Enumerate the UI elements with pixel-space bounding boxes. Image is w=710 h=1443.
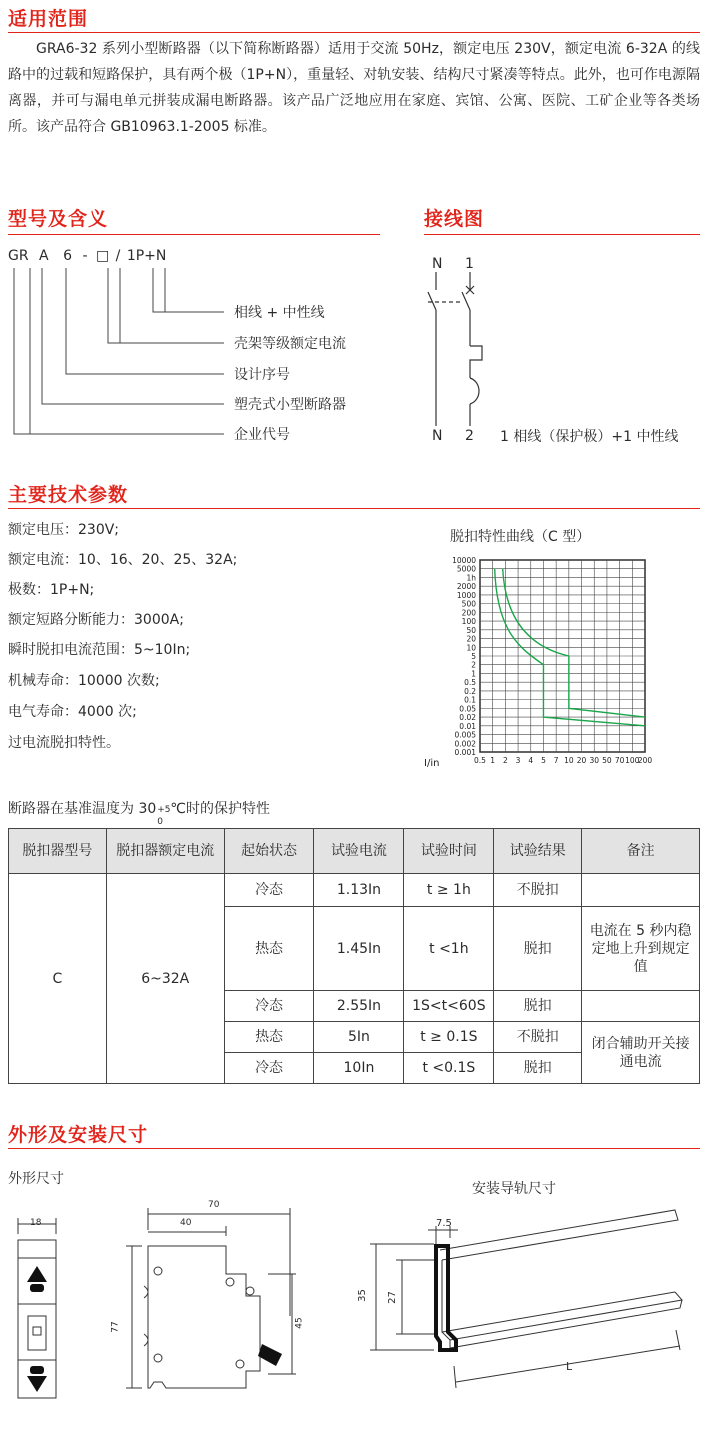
table-header: 试验时间 (404, 829, 494, 874)
cell-result: 不脱扣 (494, 1022, 582, 1053)
code-part: A (39, 248, 49, 264)
dim-height: 77 (110, 1321, 121, 1333)
model-meaning: 塑壳式小型断路器 (234, 397, 346, 413)
caption-tail: ℃时的保护特性 (170, 801, 270, 817)
x-tick-label: 10 (564, 756, 574, 765)
cell-current: 1.13In (314, 874, 404, 907)
cell-state: 热态 (224, 907, 314, 991)
table-header: 试验电流 (314, 829, 404, 874)
scope-paragraph: GRA6-32 系列小型断路器（以下简称断路器）适用于交流 50Hz，额定电压 230V，额定电流 6-32A 的线路中的过载和短路保护，具有两个极（1P+N），重量轻、对轨安装、结构尺寸紧凑等特点。此外，也可作电源隔离器，并可与漏电单元拼装成漏电断路器。该产品广泛地应用在家庭、宾馆、公寓、医院、工矿企业等各类场所。该产品符合 GB10963.1-2005 标准。 (8, 41, 700, 135)
dim-45: 45 (294, 1317, 305, 1329)
code-part: 6 (63, 248, 72, 264)
x-tick-label: 50 (602, 756, 612, 765)
side-view-drawing (100, 1196, 310, 1406)
cell-current: 10In (314, 1053, 404, 1084)
spec-item: 瞬时脱扣电流范围：5~10In; (8, 642, 191, 658)
y-tick-label: 0.1 (464, 695, 476, 705)
code-part: GR (8, 248, 29, 264)
code-part: - (82, 248, 88, 264)
model-meaning: 企业代号 (234, 427, 290, 443)
x-tick-label: 1 (490, 756, 496, 765)
section-title-scope: 适用范围 (8, 8, 89, 30)
y-tick-label: 200 (461, 608, 476, 618)
y-tick-label: 20 (466, 634, 476, 644)
cell-remark: 闭合辅助开关接通电流 (582, 1022, 700, 1084)
cell-state: 冷态 (224, 1053, 314, 1084)
cell-type: C (9, 874, 107, 1084)
cell-state: 冷态 (224, 874, 314, 907)
y-tick-label: 1h (466, 573, 476, 583)
table-header: 起始状态 (224, 829, 314, 874)
cell-result: 不脱扣 (494, 874, 582, 907)
section-rule (424, 234, 700, 235)
dim-total: 70 (208, 1200, 220, 1210)
outline-label: 外形尺寸 (8, 1171, 64, 1187)
wiring-bottom-2: 2 (465, 428, 474, 444)
y-tick-label: 0.5 (464, 678, 476, 688)
y-tick-label: 10 (466, 643, 476, 653)
table-header-row (9, 829, 700, 874)
section-rule (8, 508, 700, 509)
cell-rated: 6~32A (106, 874, 224, 1084)
x-tick-label: 100 (625, 756, 640, 765)
x-tick-label: 7 (553, 756, 559, 765)
cell-result: 脱扣 (494, 1053, 582, 1084)
cell-result: 脱扣 (494, 991, 582, 1022)
x-tick-label: 2 (502, 756, 508, 765)
y-tick-label: 0.2 (464, 686, 476, 696)
rail-drawing (350, 1200, 700, 1410)
dim-rail-flange: 7.5 (436, 1218, 452, 1229)
y-tick-label: 2000 (456, 582, 476, 592)
section-rule (8, 234, 380, 235)
cell-state: 热态 (224, 1022, 314, 1053)
y-tick-label: 0.002 (454, 739, 476, 749)
section-title-wiring: 接线图 (424, 208, 485, 230)
dim-rail-length: L (566, 1360, 573, 1373)
cell-current: 2.55In (314, 991, 404, 1022)
y-tick-label: 1000 (456, 590, 476, 600)
caption-text: 断路器在基准温度为 30 (8, 801, 157, 817)
spec-item: 电气寿命：4000 次; (8, 704, 137, 720)
curve-upper (503, 569, 645, 717)
trip-curve-chart (418, 552, 658, 778)
wiring-bottom-n: N (432, 428, 443, 444)
table-header: 试验结果 (494, 829, 582, 874)
section-title-specs: 主要技术参数 (8, 484, 129, 506)
cell-remark: 电流在 5 秒内稳定地上升到规定值 (582, 907, 700, 991)
curve-title: 脱扣特性曲线（C 型） (450, 529, 591, 545)
dim-rail-inner: 27 (386, 1291, 398, 1304)
code-part: / (115, 248, 121, 264)
front-view-drawing (0, 1210, 80, 1410)
spec-item: 额定短路分断能力：3000A; (8, 612, 184, 628)
spec-item: 额定电压：230V; (8, 522, 120, 538)
rail-label: 安装导轨尺寸 (472, 1181, 556, 1197)
cell-time: t <1h (404, 907, 494, 991)
model-leader-lines (0, 262, 380, 447)
table-header: 脱扣器型号 (9, 829, 107, 874)
section-title-model: 型号及含义 (8, 208, 109, 230)
section-rule (8, 1148, 700, 1149)
caption-sup: +5 (157, 805, 171, 815)
x-tick-label: 200 (637, 756, 653, 765)
wiring-top-n: N (432, 256, 443, 272)
y-tick-label: 0.01 (459, 721, 476, 731)
y-tick-label: 0.001 (454, 748, 476, 757)
x-tick-label: 30 (589, 756, 600, 765)
section-rule (8, 32, 700, 33)
model-meaning: 设计序号 (234, 367, 290, 383)
cell-state: 冷态 (224, 991, 314, 1022)
model-meaning: 相线 + 中性线 (234, 305, 325, 321)
x-tick-label: 70 (614, 756, 625, 765)
wiring-caption: 1 相线（保护极）+1 中性线 (500, 429, 679, 445)
section-title-dimensions: 外形及安装尺寸 (8, 1124, 149, 1146)
y-tick-label: 0.02 (459, 713, 476, 723)
spec-item: 极数：1P+N; (8, 582, 95, 598)
spec-item: 额定电流：10、16、20、25、32A; (8, 552, 238, 568)
model-meaning: 壳架等级额定电流 (234, 336, 346, 352)
x-tick-label: 20 (576, 756, 587, 765)
x-tick-label: 4 (528, 756, 534, 765)
y-tick-label: 2 (471, 660, 476, 670)
dim-rail-h: 35 (356, 1289, 368, 1302)
cell-time: t ≥ 1h (404, 874, 494, 907)
cell-time: 1S<t<60S (404, 991, 494, 1022)
x-tick-label: 3 (515, 756, 521, 765)
cell-time: t <0.1S (404, 1053, 494, 1084)
x-tick-label: 0.5 (474, 756, 486, 765)
y-tick-label: 50 (466, 625, 476, 635)
spec-item: 过电流脱扣特性。 (8, 735, 120, 751)
y-tick-label: 500 (461, 599, 476, 609)
dim-width: 18 (30, 1218, 42, 1228)
cell-remark (582, 874, 700, 907)
x-tick-label: 5 (541, 756, 546, 765)
wiring-top-1: 1 (465, 256, 474, 272)
y-tick-label: 10000 (452, 556, 476, 565)
cell-time: t ≥ 0.1S (404, 1022, 494, 1053)
y-tick-label: 100 (461, 617, 476, 627)
table-row (9, 874, 700, 907)
y-tick-label: 1 (471, 669, 476, 679)
cell-result: 脱扣 (494, 907, 582, 991)
cell-current: 1.45In (314, 907, 404, 991)
x-unit-label: I/in (424, 758, 440, 769)
cell-remark (582, 991, 700, 1022)
code-part: 1P+N (126, 248, 167, 264)
y-tick-label: 0.005 (454, 730, 476, 740)
protection-table (8, 828, 700, 1084)
protection-caption (8, 798, 270, 827)
y-tick-label: 0.05 (459, 704, 476, 714)
y-tick-label: 5 (471, 652, 476, 661)
y-tick-label: 5000 (456, 564, 476, 574)
wiring-diagram (420, 250, 510, 450)
caption-sub: 0 (157, 817, 163, 827)
table-header: 脱扣器额定电流 (106, 829, 224, 874)
code-part: □ (95, 248, 110, 264)
dim-half: 40 (180, 1218, 192, 1228)
cell-current: 5In (314, 1022, 404, 1053)
spec-item: 机械寿命：10000 次数; (8, 673, 160, 689)
table-header: 备注 (582, 829, 700, 874)
